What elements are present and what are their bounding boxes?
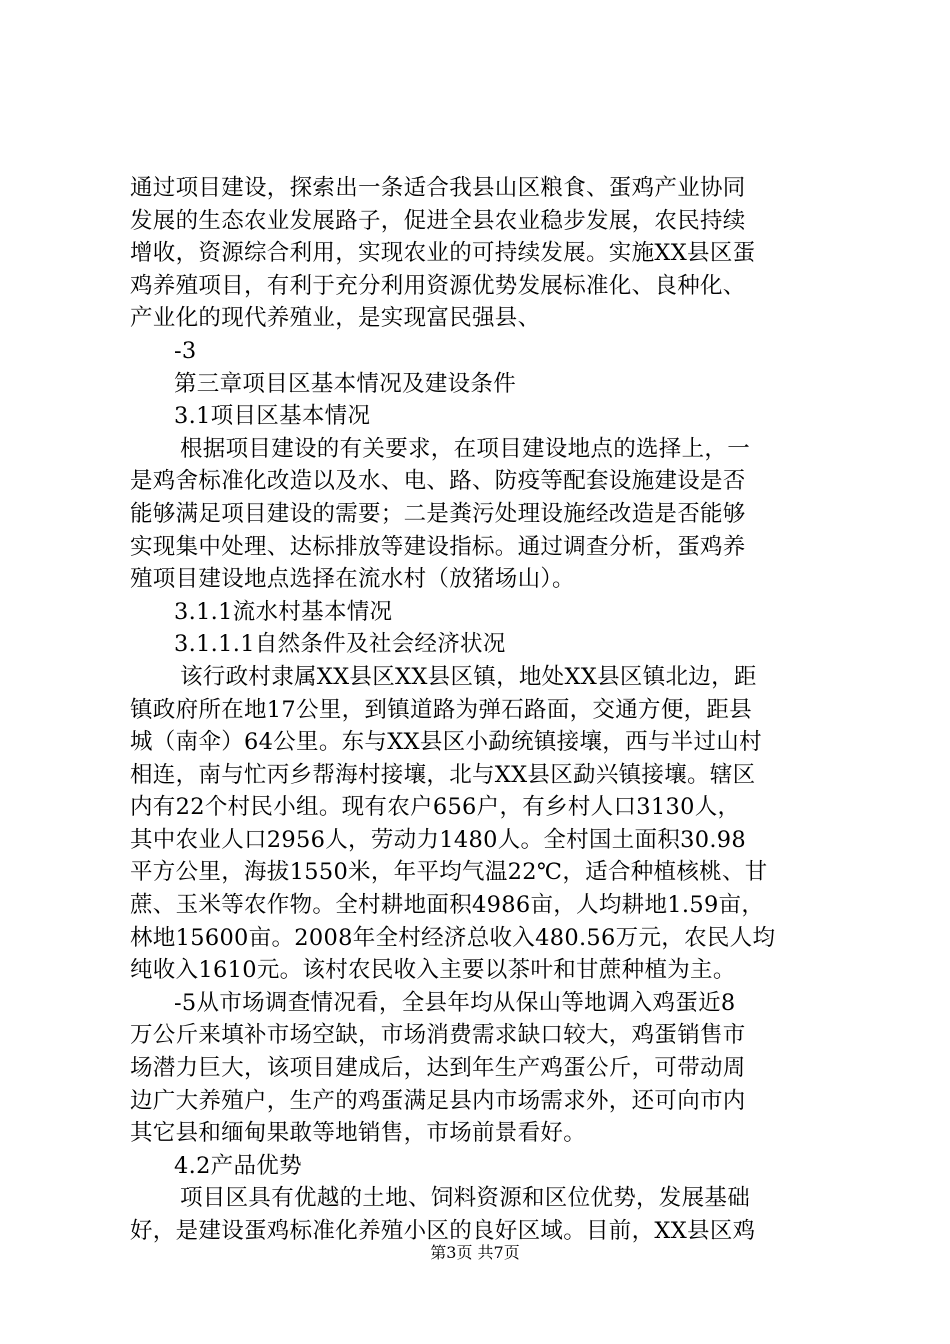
page-marker: -3 [174,337,197,364]
paragraph-line: 是鸡舍标准化改造以及水、电、路、防疫等配套设施建设是否 [130,468,746,495]
section-heading: 3.1项目区基本情况 [174,403,371,430]
paragraph-line: 能够满足项目建设的需要；二是粪污处理设施经改造是否能够 [130,500,746,527]
paragraph-line: 镇政府所在地17公里，到镇道路为弹石路面，交通方便，距县 [130,696,753,723]
paragraph-line: 其它县和缅甸果敢等地销售，市场前景看好。 [130,1120,587,1147]
chapter-heading: 第三章项目区基本情况及建设条件 [174,370,517,397]
paragraph-line: 发展的生态农业发展路子，促进全县农业稳步发展，农民持续 [130,207,746,234]
paragraph-line: 增收，资源综合利用，实现农业的可持续发展。实施XX县区蛋 [130,240,756,267]
paragraph-line: 鸡养殖项目，有利于充分利用资源优势发展标准化、良种化、 [130,272,746,299]
subsection-heading: 3.1.1流水村基本情况 [174,598,393,625]
paragraph-line: -5从市场调查情况看，全县年均从保山等地调入鸡蛋近8 [174,989,736,1016]
paragraph-line: 产业化的现代养殖业，是实现富民强县、 [130,305,541,332]
paragraph-line: 场潜力巨大，该项目建成后，达到年生产鸡蛋公斤，可带动周 [130,1055,746,1082]
paragraph-line: 内有22个村民小组。现有农户656户，有乡村人口3130人， [130,794,741,821]
paragraph-line: 好，是建设蛋鸡标准化养殖小区的良好区域。目前，XX县区鸡 [130,1218,756,1244]
paragraph-line: 通过项目建设，探索出一条适合我县山区粮食、蛋鸡产业协同 [130,175,746,201]
paragraph-line: 纯收入1610元。该村农民收入主要以茶叶和甘蔗种植为主。 [130,957,736,984]
page-footer [0,1243,950,1263]
paragraph-line: 其中农业人口2956人，劳动力1480人。全村国土面积30.98 [130,826,747,853]
paragraph-line: 殖项目建设地点选择在流水村（放猪场山）。 [130,566,575,593]
paragraph-line: 该行政村隶属XX县区XX县区镇，地处XX县区镇北边，距 [180,663,757,690]
paragraph-line: 边广大养殖户，生产的鸡蛋满足县内市场需求外，还可向市内 [130,1087,746,1114]
paragraph-line: 相连，南与忙丙乡帮海村接壤，北与XX县区勐兴镇接壤。辖区 [130,761,756,788]
paragraph-line: 万公斤来填补市场空缺，市场消费需求缺口较大，鸡蛋销售市 [130,1022,746,1049]
paragraph-line: 蔗、玉米等农作物。全村耕地面积4986亩，人均耕地1.59亩， [130,892,765,919]
paragraph-line: 项目区具有优越的土地、饲料资源和区位优势，发展基础 [180,1185,751,1212]
paragraph-line: 根据项目建设的有关要求，在项目建设地点的选择上，一 [180,435,751,462]
paragraph-line: 实现集中处理、达标排放等建设指标。通过调查分析，蛋鸡养 [130,533,746,560]
paragraph-line: 林地15600亩。2008年全村经济总收入480.56万元，农民人均 [130,924,776,951]
subsubsection-heading: 3.1.1.1自然条件及社会经济状况 [174,631,506,658]
section-heading: 4.2产品优势 [174,1152,302,1179]
document-body [130,172,830,1248]
page-number-label: 第3页 共7页 [430,1243,520,1262]
paragraph-line: 平方公里，海拔1550米，年平均气温22℃，适合种植核桃、甘 [130,859,768,886]
paragraph-line: 城（南伞）64公里。东与XX县区小勐统镇接壤，西与半过山村 [130,729,762,756]
